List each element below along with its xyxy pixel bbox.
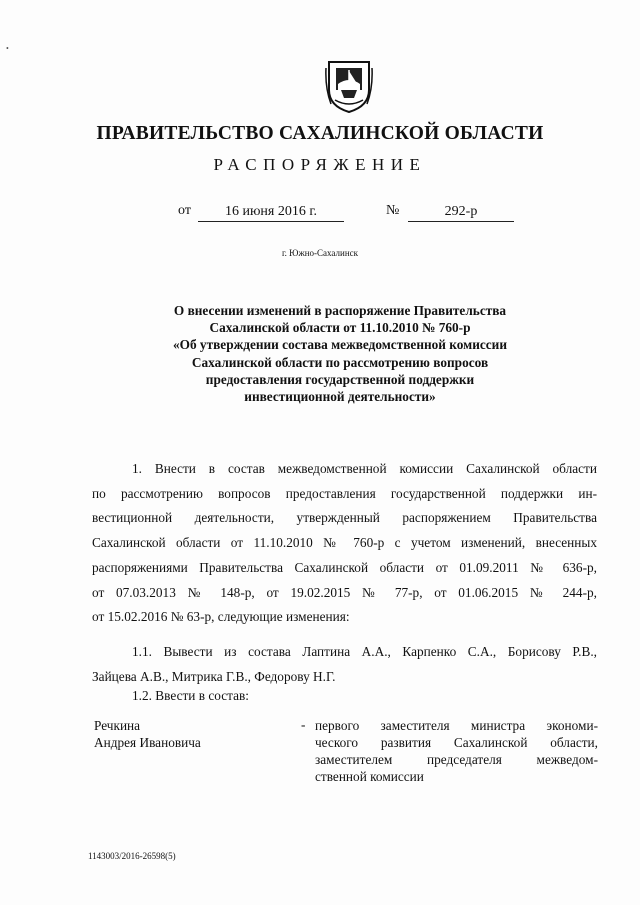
document-number: 292-р (408, 203, 514, 222)
footer-code: 1143003/2016-26598(5) (88, 851, 176, 861)
item-1-1 (92, 640, 597, 689)
paragraph-line: вестиционной деятельности, утвержденный распоряжением Правительства (92, 510, 597, 526)
subject-line: О внесении изменений в распоряжение Правительства (173, 303, 507, 318)
issue-city: г. Южно-Сахалинск (281, 248, 358, 258)
paragraph-line: от 15.02.2016 № 63-р, следующие изменения: (92, 609, 350, 625)
number-prefix: № (386, 203, 400, 218)
member-dash: - (301, 717, 306, 732)
role-line: первого заместителя министра экономи- (315, 718, 598, 733)
scan-mark: • (6, 44, 9, 53)
document-type: РАСПОРЯЖЕНИЕ (213, 155, 427, 174)
paragraph-line: от 07.03.2013 № 148-р, от 19.02.2015 № 77-р, от 01.06.2015 № 244-р, (92, 584, 597, 600)
paragraph-line: распоряжениями Правительства Сахалинской области от 01.09.2011 № 636-р, (92, 559, 597, 575)
paragraph-line: Зайцева А.В., Митрика Г.В., Федорову Н.Г. (92, 668, 336, 684)
subject-line: «Об утверждении состава межведомственной комиссии (172, 337, 508, 353)
subject-line: Сахалинской области по рассмотрению вопросов (191, 354, 489, 370)
paragraph-line: Сахалинской области от 11.10.2010 № 760-р с учетом изменений, внесенных (92, 535, 597, 551)
member-given-names: Андрея Ивановича (94, 735, 201, 750)
document-subject (140, 302, 540, 405)
subject-line: инвестиционной деятельности» (244, 389, 436, 405)
paragraph-line: по рассмотрению вопросов предоставления государственной поддержки ин- (92, 485, 597, 501)
role-line: ственной комиссии (315, 769, 424, 784)
paragraph-1 (92, 457, 597, 630)
member-surname: Речкина (94, 718, 141, 733)
role-line: заместителем председателя межведом- (315, 752, 598, 767)
member-role (315, 717, 598, 785)
item-1-2: 1.2. Ввести в состав: (132, 688, 249, 703)
document-date: 16 июня 2016 г. (198, 203, 344, 222)
org-title: ПРАВИТЕЛЬСТВО САХАЛИНСКОЙ ОБЛАСТИ (96, 123, 544, 144)
paragraph-line: 1. Внести в состав межведомственной комиссии Сахалинской области (132, 461, 597, 476)
role-line: ческого развития Сахалинской области, (315, 735, 598, 750)
member-name (94, 717, 201, 751)
subject-line: предоставления государственной поддержки (205, 371, 475, 387)
coat-of-arms-icon (325, 58, 373, 114)
paragraph-line: 1.1. Вывести из состава Лаптина А.А., Карпенко С.А., Борисову Р.В., (132, 644, 597, 659)
date-prefix: от (178, 203, 191, 218)
date-number-line (178, 203, 518, 225)
subject-line: Сахалинской области от 11.10.2010 № 760-р (209, 320, 471, 336)
